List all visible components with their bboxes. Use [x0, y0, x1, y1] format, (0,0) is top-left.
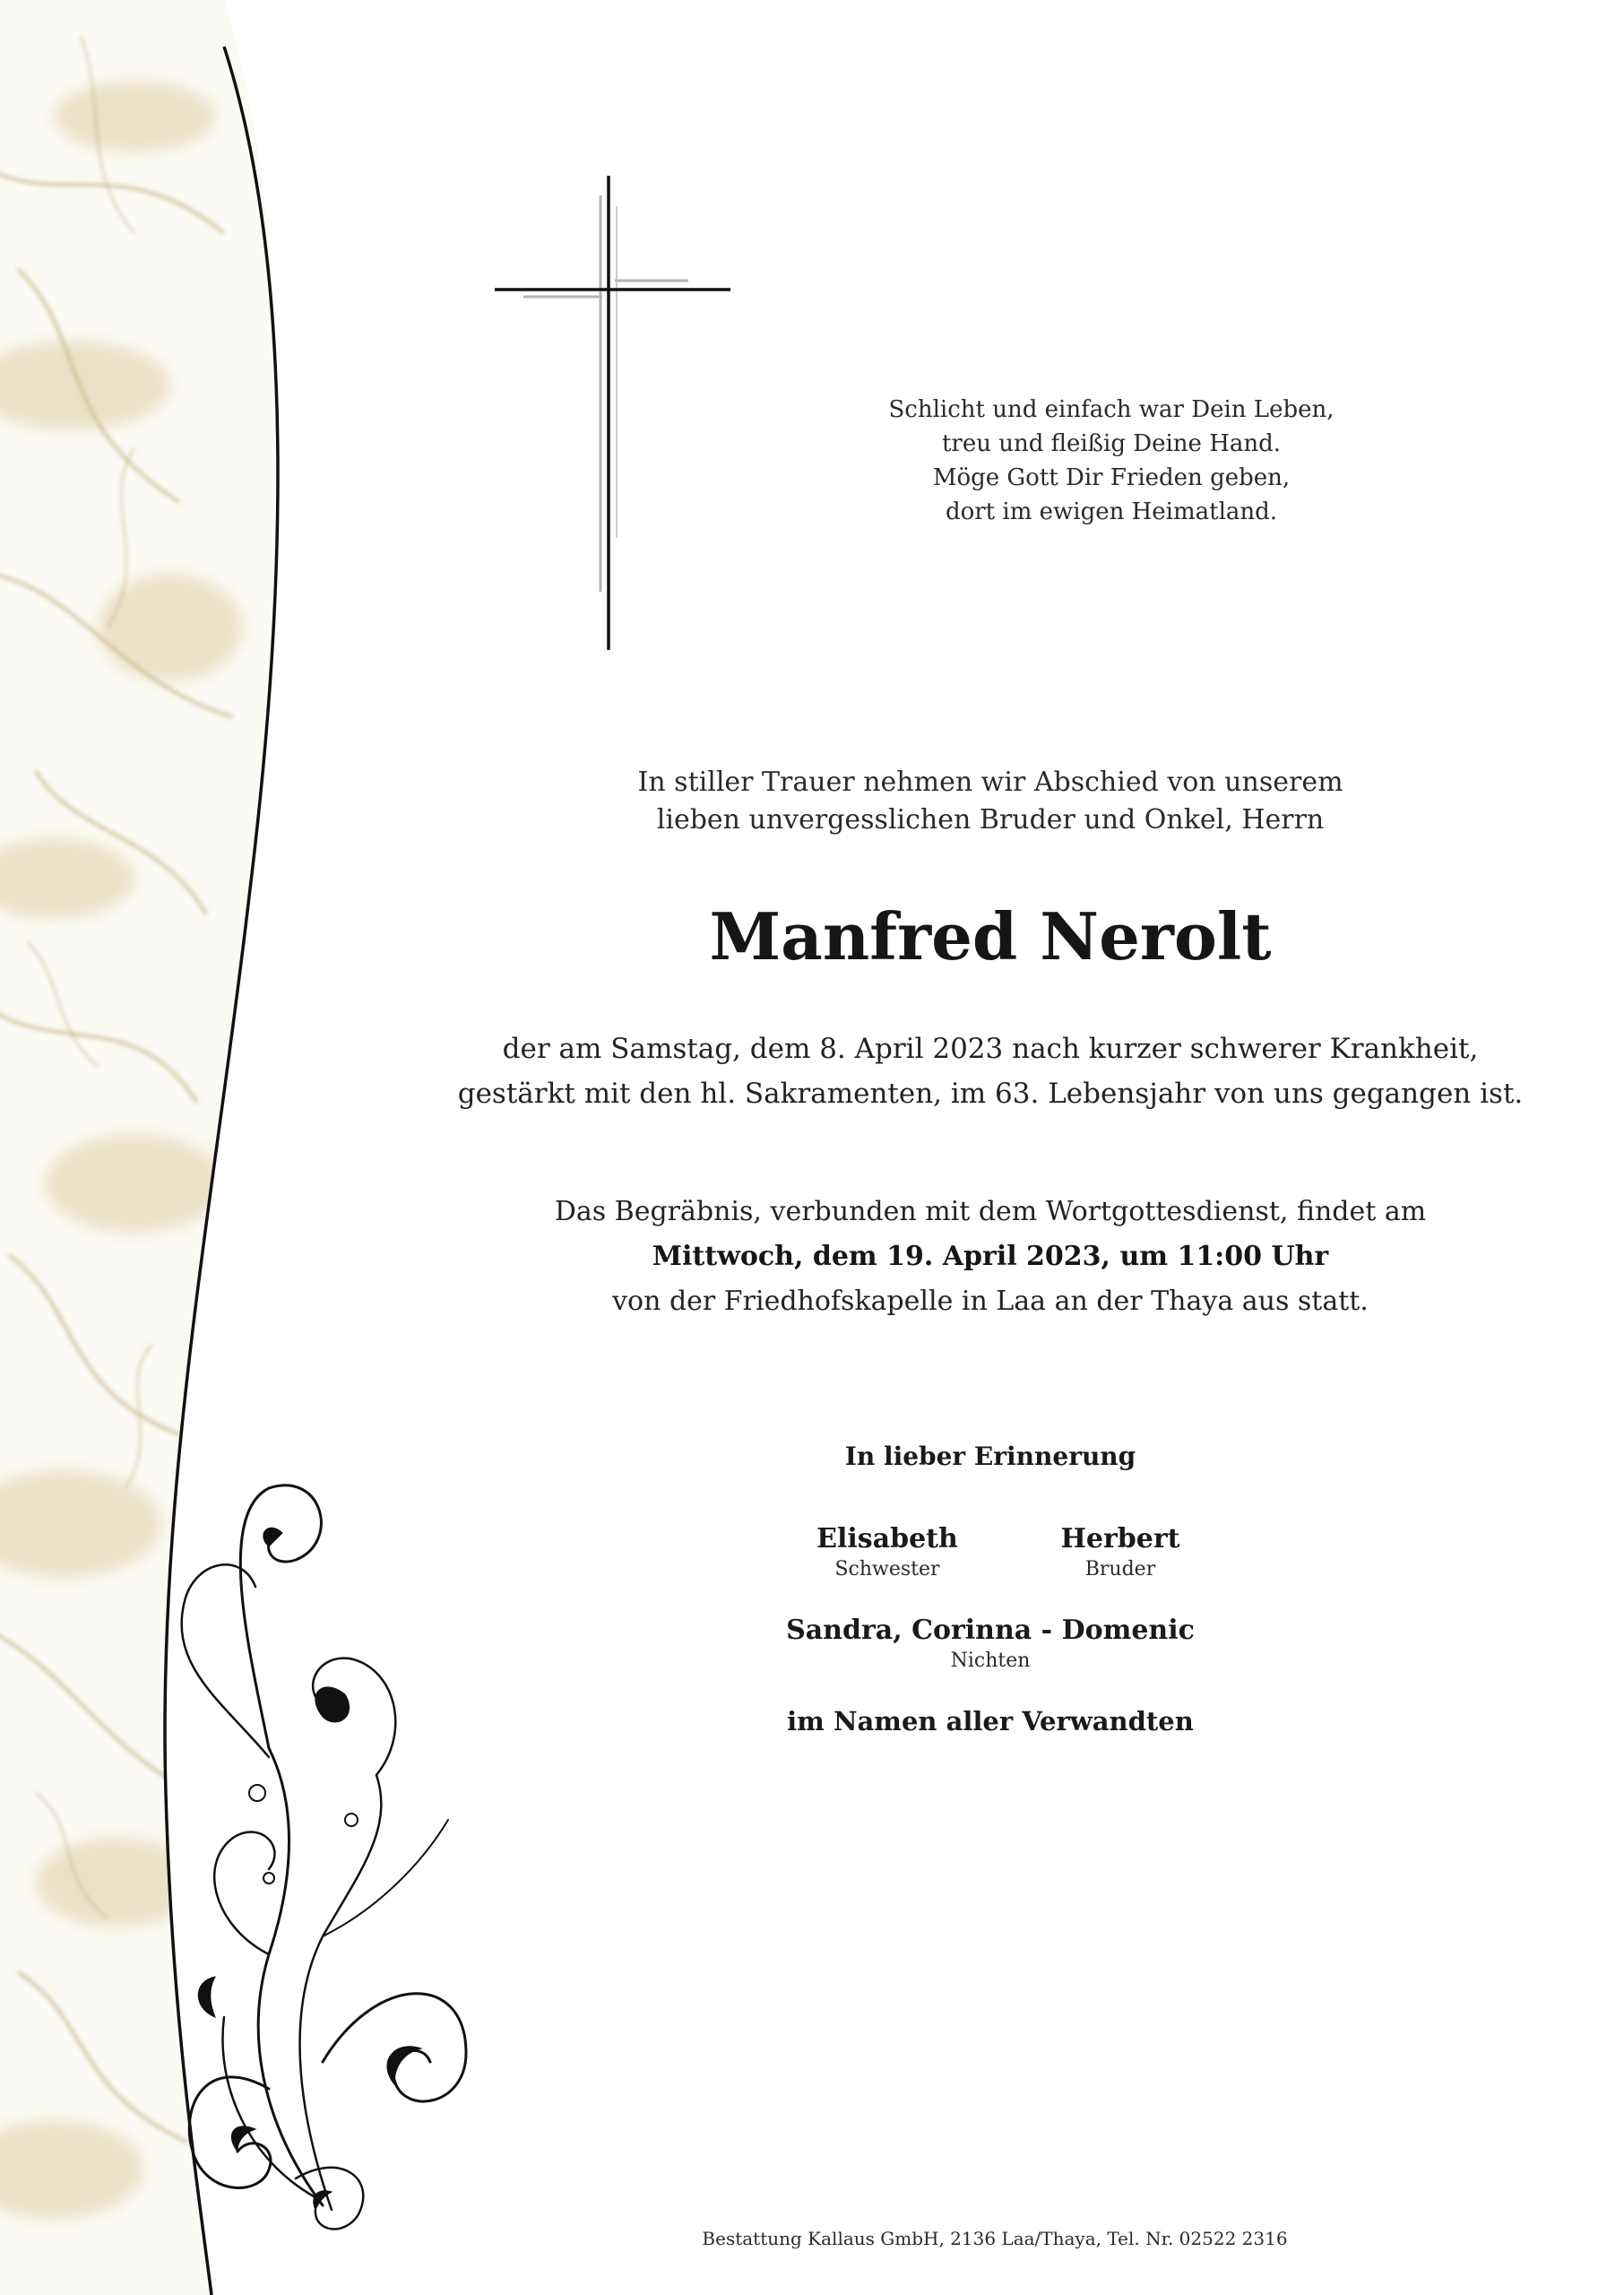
- funeral-datetime: Mittwoch, dem 19. April 2023, um 11:00 Uhr: [652, 1241, 1329, 1272]
- intro-line: lieben unvergesslichen Bruder und Onkel, Herrn: [656, 804, 1325, 836]
- death-notice-line: gestärkt mit den hl. Sakramenten, im 63. Lebensjahr von uns gegangen ist.: [457, 1078, 1524, 1110]
- funeral-info: [484, 1190, 1497, 1324]
- poem-verse: [807, 393, 1416, 529]
- poem-line: Schlicht und einfach war Dein Leben,: [888, 396, 1335, 423]
- intro-line: In stiller Trauer nehmen wir Abschied von unserem: [637, 766, 1343, 798]
- memory-heading: In lieber Erinnerung: [844, 1442, 1136, 1471]
- funeral-home-footer: Bestattung Kallaus GmbH, 2136 Laa/Thaya, Tel. Nr. 02522 2316: [702, 2228, 1288, 2249]
- marble-panel: [0, 0, 305, 2295]
- poem-line: dort im ewigen Heimatland.: [945, 498, 1278, 525]
- mourner-entry: [753, 1522, 1022, 1583]
- poem-line: Möge Gott Dir Frieden geben,: [932, 464, 1291, 491]
- floral-swirl-icon: [182, 1485, 466, 2230]
- mourner-entry: [721, 1614, 1259, 1675]
- mourner-name: Elisabeth: [816, 1523, 958, 1555]
- mourner-name: Sandra, Corinna - Domenic: [786, 1615, 1195, 1646]
- mourner-entry: [986, 1522, 1255, 1583]
- funeral-location-line: von der Friedhofskapelle in Laa an der Thaya aus statt.: [612, 1286, 1369, 1317]
- mourner-relation: Nichten: [950, 1650, 1031, 1672]
- mourner-relation: Schwester: [834, 1558, 940, 1581]
- death-notice: [448, 1026, 1533, 1116]
- closing-line: im Namen aller Verwandten: [787, 1706, 1194, 1736]
- mourner-relation: Bruder: [1084, 1558, 1156, 1581]
- death-notice-line: der am Samstag, dem 8. April 2023 nach kurzer schwerer Krankheit,: [502, 1033, 1479, 1065]
- mourner-name: Herbert: [1060, 1523, 1180, 1555]
- cross-icon: [495, 176, 730, 650]
- intro-text: [484, 764, 1497, 839]
- deceased-name: Manfred Nerolt: [709, 898, 1272, 974]
- funeral-intro-line: Das Begräbnis, verbunden mit dem Wortgottesdienst, findet am: [554, 1196, 1427, 1227]
- poem-line: treu und fleißig Deine Hand.: [941, 430, 1282, 457]
